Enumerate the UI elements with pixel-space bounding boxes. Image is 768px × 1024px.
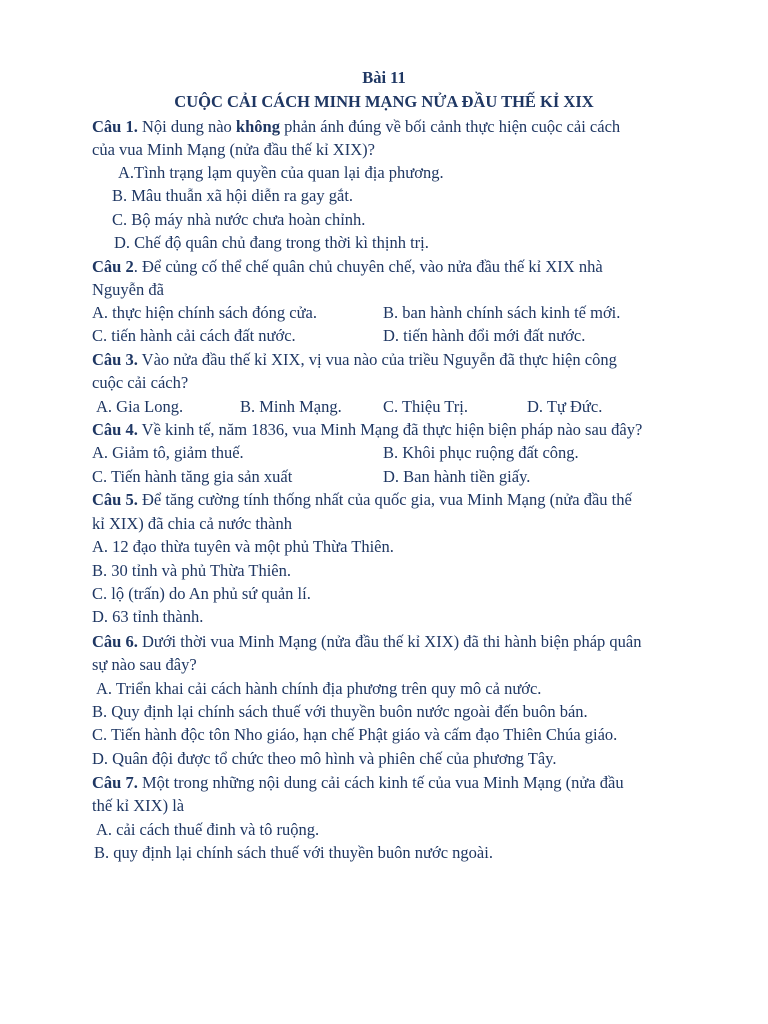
- question-1-option-a: A.Tình trạng lạm quyền của quan lại địa phương.: [118, 163, 444, 182]
- question-1-option-c: C. Bộ máy nhà nước chưa hoàn chỉnh.: [112, 210, 366, 229]
- question-2-option-d: D. tiến hành đổi mới đất nước.: [383, 326, 586, 345]
- question-text: Vào nửa đầu thế kỉ XIX, vị vua nào của triều Nguyễn đã thực hiện công: [137, 350, 617, 369]
- question-5-option-a: A. 12 đạo thừa tuyên và một phủ Thừa Thiên.: [92, 537, 394, 556]
- question-7-option-b: B. quy định lại chính sách thuế với thuyền buôn nước ngoài.: [94, 843, 493, 862]
- lesson-title: CUỘC CẢI CÁCH MINH MẠNG NỬA ĐẦU THẾ KỈ XIX: [174, 92, 594, 111]
- question-1-stem: [92, 117, 620, 137]
- question-3-option-b: B. Minh Mạng.: [240, 397, 342, 416]
- question-2-stem-cont: Nguyễn đã: [92, 280, 164, 299]
- question-1-stem-cont: của vua Minh Mạng (nửa đầu thế kỉ XIX)?: [92, 140, 375, 159]
- question-5-option-d: D. 63 tỉnh thành.: [92, 607, 204, 626]
- question-6-option-c: C. Tiến hành độc tôn Nho giáo, hạn chế Phật giáo và cấm đạo Thiên Chúa giáo.: [92, 725, 618, 744]
- question-label: Câu 6.: [92, 632, 138, 651]
- question-5-option-b: B. 30 tỉnh và phủ Thừa Thiên.: [92, 561, 291, 580]
- question-text: . Để củng cố thể chế quân chủ chuyên chế, vào nửa đầu thế kỉ XIX nhà: [133, 257, 603, 276]
- question-label: Câu 1.: [92, 117, 138, 136]
- question-text: Để tăng cường tính thống nhất của quốc gia, vua Minh Mạng (nửa đầu thế: [137, 490, 632, 509]
- question-text: phản ánh đúng về bối cảnh thực hiện cuộc cải cách: [279, 117, 621, 136]
- question-7-option-a: A. cải cách thuế đinh và tô ruộng.: [96, 820, 320, 839]
- question-3-option-c: C. Thiệu Trị.: [383, 397, 468, 416]
- question-label: Câu 2: [92, 257, 134, 276]
- question-2-option-c: C. tiến hành cải cách đất nước.: [92, 326, 296, 345]
- question-7-stem-cont: thế kỉ XIX) là: [92, 796, 185, 815]
- question-text: Dưới thời vua Minh Mạng (nửa đầu thế kỉ XIX) đã thi hành biện pháp quân: [137, 632, 642, 651]
- question-1-option-b: B. Mâu thuẫn xã hội diễn ra gay gắt.: [112, 186, 354, 205]
- question-2-option-a: A. thực hiện chính sách đóng cửa.: [92, 303, 317, 322]
- question-text: Một trong những nội dung cải cách kinh tế của vua Minh Mạng (nửa đầu: [137, 773, 624, 792]
- question-3-option-a: A. Gia Long.: [96, 397, 184, 416]
- question-7-stem: [92, 773, 624, 793]
- question-1-option-d: D. Chế độ quân chủ đang trong thời kì thịnh trị.: [114, 233, 429, 252]
- question-4-option-d: D. Ban hành tiền giấy.: [383, 467, 531, 486]
- question-label: Câu 5.: [92, 490, 138, 509]
- question-5-stem-cont: kỉ XIX) đã chia cả nước thành: [92, 514, 293, 533]
- lesson-number: Bài 11: [362, 68, 406, 87]
- question-label: Câu 4.: [92, 420, 138, 439]
- question-3-stem: [92, 350, 617, 370]
- emphasis-text: không: [235, 117, 280, 136]
- question-2-option-b: B. ban hành chính sách kinh tế mới.: [383, 303, 621, 322]
- question-5-stem: [92, 490, 632, 510]
- question-5-option-c: C. lộ (trấn) do An phủ sứ quản lí.: [92, 584, 311, 603]
- question-6-option-d: D. Quân đội được tổ chức theo mô hình và phiên chế của phương Tây.: [92, 749, 557, 768]
- question-4-stem: [92, 420, 642, 440]
- question-6-stem-cont: sự nào sau đây?: [92, 655, 197, 674]
- question-4-option-c: C. Tiến hành tăng gia sản xuất: [92, 467, 293, 486]
- question-2-stem: [92, 257, 603, 277]
- question-6-option-b: B. Quy định lại chính sách thuế với thuyền buôn nước ngoài đến buôn bán.: [92, 702, 588, 721]
- question-text: Về kinh tế, năm 1836, vua Minh Mạng đã thực hiện biện pháp nào sau đây?: [137, 420, 643, 439]
- question-3-stem-cont: cuộc cải cách?: [92, 373, 189, 392]
- question-text: Nội dung nào: [137, 117, 236, 136]
- question-4-option-a: A. Giảm tô, giảm thuế.: [92, 443, 244, 462]
- question-6-stem: [92, 632, 642, 652]
- question-label: Câu 7.: [92, 773, 138, 792]
- question-label: Câu 3.: [92, 350, 138, 369]
- question-3-option-d: D. Tự Đức.: [527, 397, 603, 416]
- question-6-option-a: A. Triển khai cải cách hành chính địa phương trên quy mô cả nước.: [96, 679, 542, 698]
- question-4-option-b: B. Khôi phục ruộng đất công.: [383, 443, 579, 462]
